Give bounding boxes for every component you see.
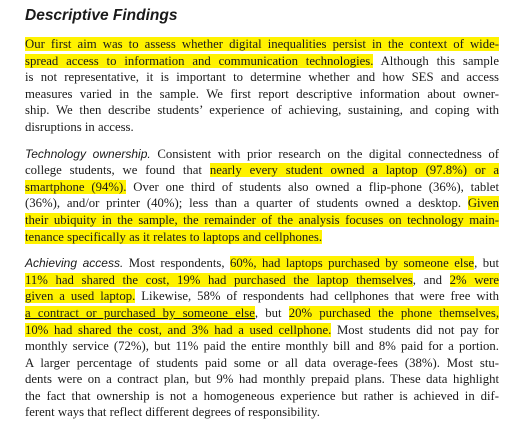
highlighted-text: 10% had shared the cost, and 3% had a used cellphone. [25, 322, 332, 337]
text-segment: , but [254, 305, 289, 320]
highlighted-text: 60%, had laptops purchased by someone else [229, 256, 475, 271]
text-line [25, 212, 499, 229]
text-line [25, 388, 499, 405]
text-line [25, 162, 499, 179]
text-line [25, 229, 499, 246]
text-line [25, 288, 499, 305]
text-line [25, 338, 499, 355]
highlighted-text: spread access to information and communication technologies. [25, 53, 374, 68]
highlighted-text: given a used laptop. [25, 289, 136, 304]
text-line [25, 53, 499, 70]
text-line [25, 102, 499, 119]
highlighted-text: Given [467, 196, 499, 211]
text-segment: ship. We then describe students’ experience of achieving, sustaining, and coping with [25, 103, 499, 118]
text-segment: Likewise, 58% of respondents had cellphones that were free with [135, 289, 499, 304]
document-page [19, 6, 501, 431]
paragraph [25, 255, 499, 421]
text-line [25, 146, 499, 163]
text-line [25, 371, 499, 388]
text-segment: Consistent with prior research on the digital connectedness of [150, 146, 499, 161]
text-segment: disruptions in access. [25, 119, 134, 134]
text-segment: A larger percentage of students paid some or all data overage-fees (38%). Most stu- [25, 355, 499, 370]
text-line [25, 195, 499, 212]
text-line [25, 36, 499, 53]
text-line [25, 119, 499, 136]
text-line [25, 179, 499, 196]
text-segment: is not representative, it is important to determine whether and how SES and access [25, 70, 499, 85]
text-line [25, 86, 499, 103]
text-line [25, 305, 499, 322]
highlighted-text: Our first aim was to assess whether digital inequalities persist in the context of wide- [25, 37, 499, 51]
highlighted-text: 2% were [449, 272, 499, 287]
run-in-heading: Achieving access. [25, 256, 124, 271]
paragraph [25, 146, 499, 246]
text-segment: the fact that ownership is not a homogeneous experience but rather is achieved in dif- [25, 388, 499, 403]
text-segment: (36%), and/or printer (40%); less than a quarter of students owned a desktop. [25, 196, 468, 211]
text-segment: monthly service (72%), but 11% paid the entire monthly bill and 8% paid for a portion. [25, 339, 499, 354]
highlighted-text: tenance specifically as it relates to laptops and cellphones. [25, 229, 323, 244]
highlighted-text: their ubiquity in the sample, the remainder of the analysis focuses on technology main- [25, 212, 499, 227]
text-line [25, 404, 499, 421]
run-in-heading: Technology ownership. [25, 146, 151, 161]
highlighted-text: nearly every student owned a laptop (97.8%) or a [209, 163, 499, 178]
paragraph [25, 36, 499, 136]
text-segment: college students, we found that [25, 163, 210, 178]
text-line [25, 69, 499, 86]
paragraphs [19, 36, 501, 421]
text-segment: Over one third of students also owned a flip-phone (36%), tablet [126, 179, 499, 194]
highlighted-text: 11% had shared the cost, 19% had purchased the laptop themselves [25, 272, 413, 287]
text-line [25, 255, 499, 272]
highlighted-text: a contract or purchased by someone else [25, 305, 255, 320]
text-segment: , but [474, 256, 500, 271]
text-segment: ferent ways that reflect different degrees of responsibility. [25, 405, 320, 420]
highlighted-text: 20% purchased the phone themselves, [288, 305, 500, 320]
text-line [25, 355, 499, 372]
text-segment: Most respondents, [123, 256, 230, 271]
text-segment: dents were on a contract plan, but 9% had monthly prepaid plans. These data highlight [25, 372, 499, 387]
highlighted-text: smartphone (94%). [25, 179, 127, 194]
text-line [25, 322, 499, 339]
text-segment: measures varied in the sample. We first report descriptive information about owner- [25, 86, 499, 101]
text-segment: , and [412, 272, 450, 287]
text-segment: Most students did not pay for [331, 322, 499, 337]
text-line [25, 272, 499, 289]
section-heading: Descriptive Findings [25, 7, 178, 24]
text-segment: Although this sample [373, 53, 500, 68]
